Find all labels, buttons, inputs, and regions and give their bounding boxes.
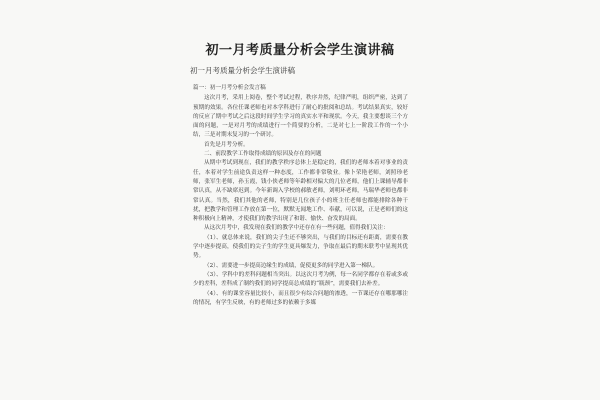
- paragraph: （4）、有的课堂容量比较小，而且很少有综合问题的渗透，一节课还存在哪那哪注的情况，有学生反映，有的老师过多的依赖于多媒: [193, 290, 408, 306]
- paragraph: （2）、需要进一步提高边缘生的成绩，促使更多的同学进入第一梯队。: [204, 262, 379, 269]
- paragraph: 二、前段教学工作取得成绩的原因及存在的问题: [204, 151, 322, 158]
- paragraph: 首先是月考分析。: [204, 141, 249, 148]
- paragraph: （3）、学科中的差科问题相当突出。以这次月考为例，每一名同学都存在着或多或少的差科，差科成了制约我们的同学提高总成绩的“瓶颈”，需要我们去补差。: [193, 271, 408, 288]
- paragraph: 这次月考，采用上阅卷，整个考试过程，秩序井然，纪律严明，组织严密，达到了预期的效果。各位任课老师也对本学科进行了耐心的批阅和总结。考试结果真实，较好的反应了期中考试之后这段时间学生学习的真实水平和现状。今天，我主要想谈三个方面的问题，一是对月考的成绩进行一个简要的分析，二是对七上一阶段工作的一个小结，三是对期末复习的一个研讨。: [193, 95, 408, 139]
- paragraph: 从这次月考中，我发现在我们的教学中还存在有一些问题，值得我们关注：: [204, 225, 389, 232]
- paragraph: 从期中考试到现在，我们的教学秩序总体上是稳定的，我们的老师本着对事业的责任，本着对学生前途负责这样一种态度，工作都非常敬业。像卜荣艳老师，刘照珍老师，张军生老师，孙玉霞，钱小侠老师等年龄相对偏大的几位老师，他们上课辅导都非常认真，从不缺席迟到。今年新调入学校的郝敏老师，刘明环老师，马瑞华老师也都非常认真。当然，我们其他的老师，特别是几位孩子小的班主任老师也都能排除各种干扰，把教学和管理工作放在第一位，默默无闻地工作、奉献，可以说，正是老师们的这种积极向上精神，才使我们的教学出现了和谐、愉快、奋发的局面。: [193, 160, 408, 223]
- section-title: 篇一：初一月考分析会发言稿: [193, 85, 266, 91]
- document-body: [193, 84, 408, 308]
- document-subtitle: 初一月考质量分析会学生演讲稿: [190, 66, 295, 75]
- paragraph: （1）、就总体来说，我们的尖子生还不够突出，与我们的目标还有距离，需要在教学中逐步提高，使我们的尖子生的学生更具爆发力，争取在最后的期末联考中显现其优势。: [193, 234, 408, 260]
- document-title: 初一月考质量分析会学生演讲稿: [205, 43, 395, 58]
